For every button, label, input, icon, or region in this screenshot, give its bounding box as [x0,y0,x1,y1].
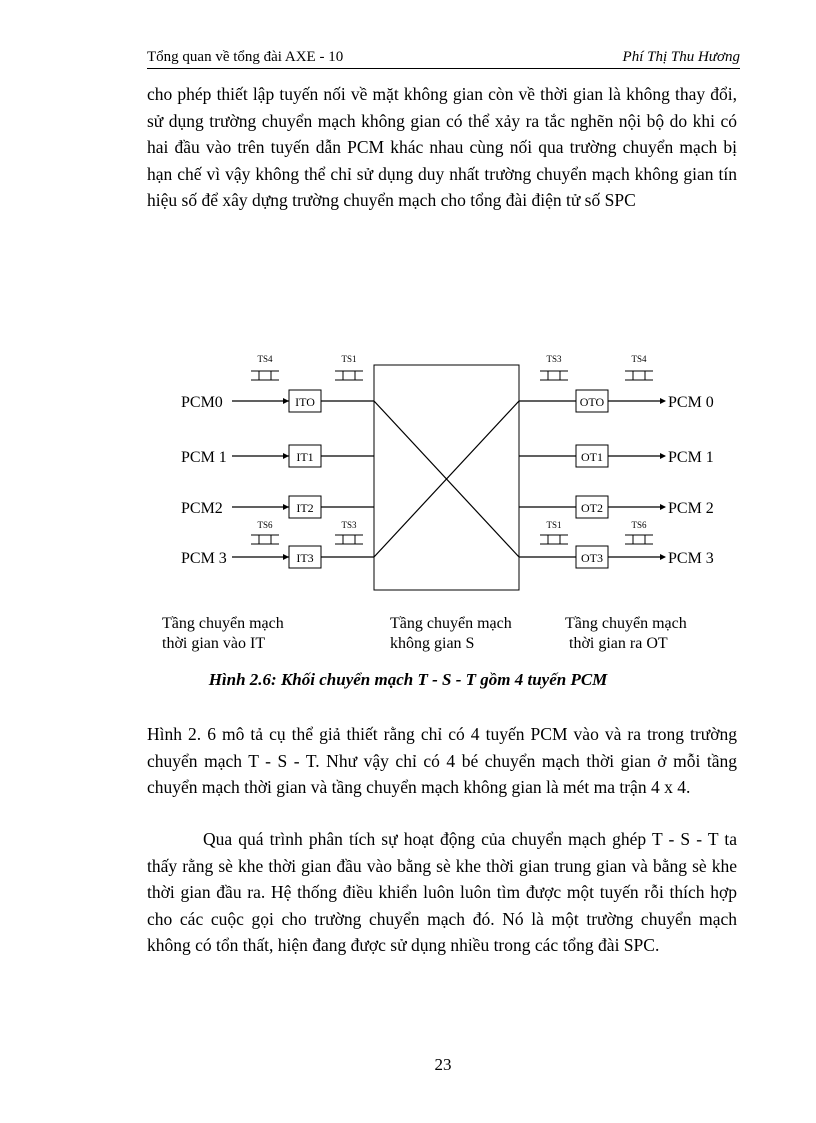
paragraph-1: cho phép thiết lập tuyến nối về mặt không gian còn về thời gian là không thay đổi, sử dụng trường chuyển mạch không gian có thể xảy ra tắc nghẽn nội bộ do khi có hai đầu vào trên tuyến dẫn PCM khác nhau cùng nối qua trường chuyển mạch bị hạn chế vì vậy không thể chỉ sử dụng duy nhất trường chuyển mạch không gian tín hiệu số để xây dựng trường chuyển mạch cho tổng đài điện tử số SPC [147,84,737,210]
input-label-3: PCM 3 [181,550,227,567]
in-box-label-3: IT3 [296,551,314,565]
header-author: Phí Thị Thu Hương [622,49,740,65]
ts-marker-in-bottom [251,520,279,544]
ts-label-mid-out-bottom: TS1 [546,520,562,530]
output-row-1 [519,445,714,467]
in-box-label-1: IT1 [296,450,314,464]
ts-marker-mid-out-top [540,354,568,380]
out-box-label-2: OT2 [581,501,603,515]
ts-marker-mid-out-bottom [540,520,568,544]
output-row-2 [519,496,714,518]
ts-marker-mid-in-bottom [335,520,363,544]
ts-marker-in-top [251,354,279,380]
figure-caption: Hình 2.6: Khối chuyển mạch T - S - T gồm 4 tuyến PCM [208,670,608,689]
in-box-label-0: ITO [295,395,315,409]
input-row-0 [181,390,374,412]
output-label-1: PCM 1 [668,449,714,466]
stage-label-right [565,614,687,654]
out-box-label-0: OTO [579,395,605,409]
stage-label-middle [390,614,512,654]
ts-marker-out-top [625,354,653,380]
stage-label-left [162,614,284,654]
input-row-3 [181,546,374,568]
header-title: Tổng quan về tổng đài AXE - 10 [147,49,344,65]
ts-label-out-bottom: TS6 [631,520,647,530]
input-label-1: PCM 1 [181,449,227,466]
input-row-2 [181,496,374,518]
input-label-0: PCM0 [181,394,223,411]
ts-label-mid-in-bottom: TS3 [341,520,357,530]
output-label-0: PCM 0 [668,394,714,411]
in-box-label-2: IT2 [296,501,314,515]
stage-right-line-1: Tầng chuyển mạch [565,615,687,632]
stage-mid-line-1: Tầng chuyển mạch [390,615,512,632]
paragraph-3: Qua quá trình phân tích sự hoạt động của chuyển mạch ghép T - S - T ta thấy rằng sè khe thời gian đầu vào bằng sè khe thời gian trung gian và bằng sè khe thời gian đầu ra. Hệ thống điều khiển luôn luôn tìm được một tuyến rỗi thích hợp cho các cuộc gọi cho trường chuyển mạch đó. Nó là một trường chuyển mạch không có tổn thất, hiện đang được sử dụng nhiều trong các tổng đài SPC. [147,829,737,955]
space-switch-box [374,365,519,590]
ts-label-in-top: TS4 [257,354,273,364]
out-box-label-3: OT3 [581,551,603,565]
stage-left-line-1: Tầng chuyển mạch [162,615,284,632]
output-row-3 [519,546,714,568]
paragraph-2: Hình 2. 6 mô tả cụ thể giả thiết rằng chỉ có 4 tuyến PCM vào và ra trong trường chuyển mạch T - S - T. Như vậy chỉ có 4 bé chuyển mạch thời gian ở mỗi tầng chuyển mạch thời gian và tầng chuyển mạch không gian là mét ma trận 4 x 4. [147,724,737,797]
ts-marker-out-bottom [625,520,653,544]
ts-label-mid-out-top: TS3 [546,354,562,364]
input-label-2: PCM2 [181,500,223,517]
ts-label-in-bottom: TS6 [257,520,273,530]
page-number: 23 [434,1055,452,1074]
ts-label-out-top: TS4 [631,354,647,364]
output-label-2: PCM 2 [668,500,714,517]
stage-right-line-2: thời gian ra OT [569,635,668,652]
stage-left-line-2: thời gian vào IT [162,635,266,652]
output-label-3: PCM 3 [668,550,714,567]
ts-label-mid-in-top: TS1 [341,354,357,364]
output-row-0 [519,390,714,412]
out-box-label-1: OT1 [581,450,603,464]
ts-marker-mid-in-top [335,354,363,380]
input-row-1 [181,445,374,467]
stage-mid-line-2: không gian S [390,635,475,652]
